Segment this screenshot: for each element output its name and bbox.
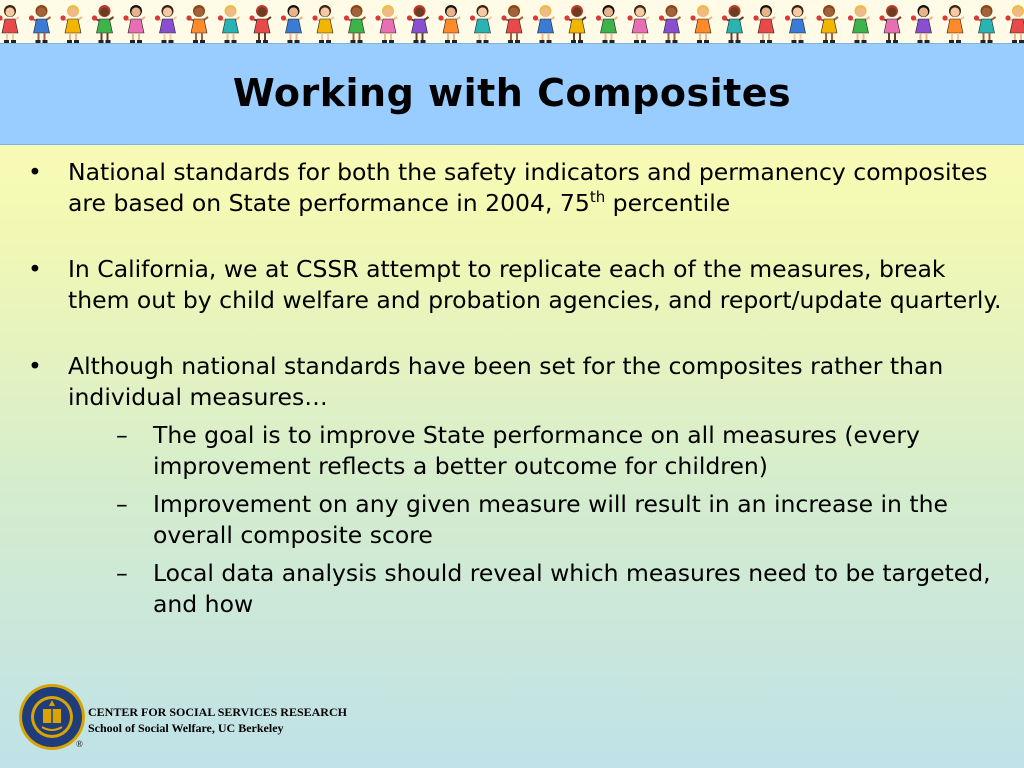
bullet-text: Although national standards have been set for the composites rather than individual measures… xyxy=(68,352,944,411)
child-figure-icon xyxy=(911,5,933,43)
superscript: th xyxy=(589,188,606,207)
child-figure-icon xyxy=(690,5,712,43)
child-figure-icon xyxy=(659,5,681,43)
decorative-kids-border xyxy=(0,0,1024,43)
sub-bullet-text: Improvement on any given measure will result in an increase in the overall composite score xyxy=(153,490,948,549)
sub-bullet-symbol: – xyxy=(116,559,128,587)
bullet-symbol: • xyxy=(28,352,42,380)
sub-bullet-item xyxy=(68,558,1003,620)
child-figure-icon xyxy=(596,5,618,43)
kids-illustration xyxy=(0,0,1024,43)
child-figure-icon xyxy=(564,5,586,43)
bullet-item xyxy=(28,157,1003,219)
sub-bullet-item xyxy=(68,420,1003,482)
child-figure-icon xyxy=(1005,5,1024,43)
registered-mark: ® xyxy=(76,739,83,749)
child-figure-icon xyxy=(218,5,240,43)
slide-title: Working with Composites xyxy=(232,71,792,115)
bullet-text: National standards for both the safety indicators and permanency composites are based on State performance in 2004, 75 xyxy=(68,158,988,217)
bullet-item xyxy=(28,351,1003,620)
child-figure-icon xyxy=(344,5,366,43)
sub-bullet-item xyxy=(68,489,1003,551)
child-figure-icon xyxy=(627,5,649,43)
child-figure-icon xyxy=(186,5,208,43)
child-figure-icon xyxy=(879,5,901,43)
child-figure-icon xyxy=(92,5,114,43)
sub-bullet-symbol: – xyxy=(116,421,128,449)
child-figure-icon xyxy=(533,5,555,43)
child-figure-icon xyxy=(942,5,964,43)
bullet-text: In California, we at CSSR attempt to replicate each of the measures, break them out by child welfare and probation agencies, and report/update quarterly. xyxy=(68,255,1002,314)
child-figure-icon xyxy=(470,5,492,43)
bullet-item xyxy=(28,254,1003,316)
child-figure-icon xyxy=(60,5,82,43)
child-figure-icon xyxy=(123,5,145,43)
child-figure-icon xyxy=(281,5,303,43)
child-figure-icon xyxy=(816,5,838,43)
bullet-symbol: • xyxy=(28,158,42,186)
child-figure-icon xyxy=(29,5,51,43)
child-figure-icon xyxy=(155,5,177,43)
child-figure-icon xyxy=(312,5,334,43)
sub-bullet-text: The goal is to improve State performance on all measures (every improvement reflects a better outcome for children) xyxy=(153,421,920,480)
org-name: CENTER FOR SOCIAL SERVICES RESEARCH xyxy=(88,705,347,719)
child-figure-icon xyxy=(722,5,744,43)
footer-branding xyxy=(18,683,418,753)
org-school: School of Social Welfare, UC Berkeley xyxy=(88,721,284,735)
child-figure-icon xyxy=(375,5,397,43)
bullet-text-end: percentile xyxy=(605,189,731,217)
sub-bullet-symbol: – xyxy=(116,490,128,518)
child-figure-icon xyxy=(501,5,523,43)
child-figure-icon xyxy=(438,5,460,43)
child-figure-icon xyxy=(785,5,807,43)
child-figure-icon xyxy=(753,5,775,43)
child-figure-icon xyxy=(848,5,870,43)
sub-bullet-text: Local data analysis should reveal which measures need to be targeted, and how xyxy=(153,559,991,618)
child-figure-icon xyxy=(0,5,19,43)
title-band xyxy=(0,43,1024,145)
slide-body xyxy=(28,157,1003,620)
bullet-symbol: • xyxy=(28,255,42,283)
child-figure-icon xyxy=(974,5,996,43)
child-figure-icon xyxy=(407,5,429,43)
child-figure-icon xyxy=(249,5,271,43)
